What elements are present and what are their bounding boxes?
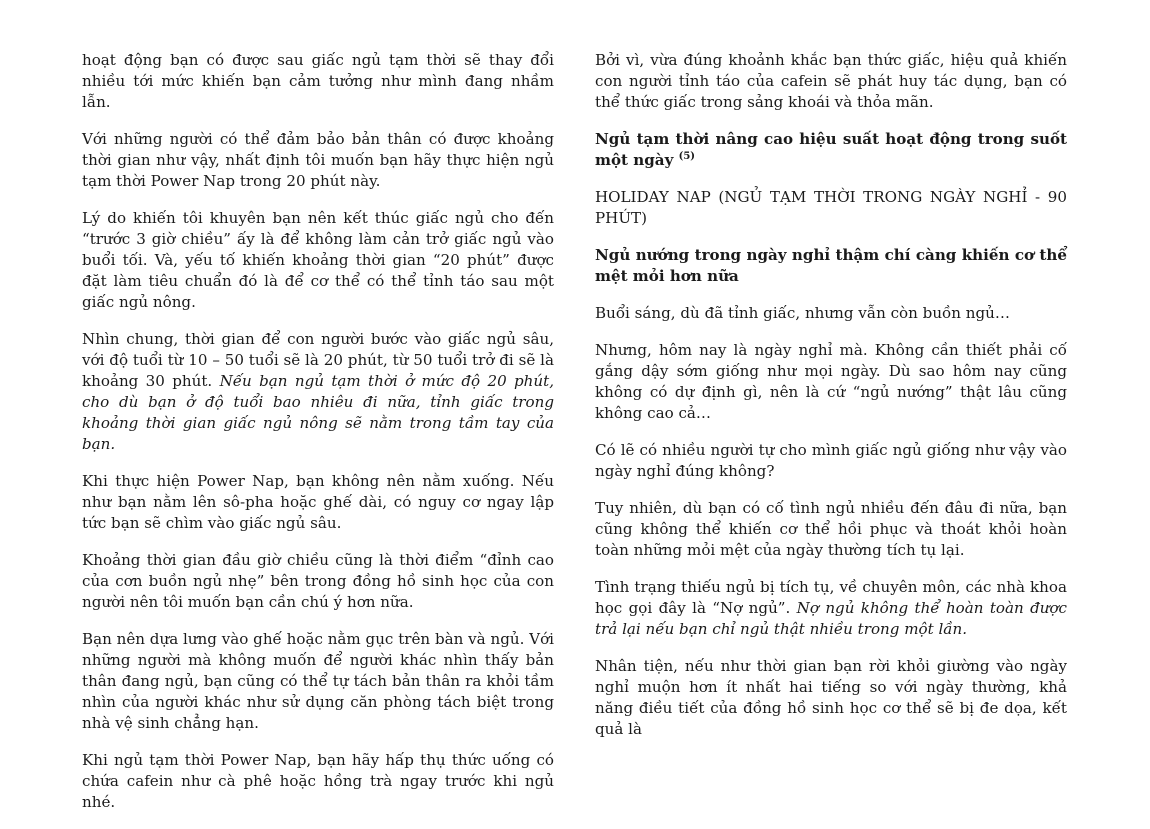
paragraph-italic: Nếu bạn ngủ tạm thời ở mức độ 20 phút, cho dù bạn ở độ tuổi bao nhiêu đi nữa, tỉnh giấc trong khoảng thời gian giấc ngủ nông sẽ nằm trong tầm tay của bạn.: [82, 372, 554, 453]
paragraph-text: Tình trạng thiếu ngủ bị tích tụ, về chuyên môn, các nhà khoa học gọi đây là “Nợ ngủ”.: [595, 578, 1067, 617]
right-column: [595, 50, 1067, 756]
left-column: [82, 50, 554, 829]
section-heading: [595, 129, 1067, 171]
footnote-marker: (5): [678, 150, 696, 162]
paragraph: Khoảng thời gian đầu giờ chiều cũng là thời điểm “đỉnh cao của cơn buồn ngủ nhẹ” bên trong đồng hồ sinh học của con người nên tôi muốn bạn cần chú ý hơn nữa.: [82, 551, 554, 611]
paragraph: Bạn nên dựa lưng vào ghế hoặc nằm gục trên bàn và ngủ. Với những người mà không muốn để người khác nhìn thấy bản thân đang ngủ, bạn cũng có thể tự tách bản thân ra khỏi tầm nhìn của người khác như sử dụng căn phòng tách biệt trong nhà vệ sinh chẳng hạn.: [82, 630, 554, 732]
paragraph: Nhưng, hôm nay là ngày nghỉ mà. Không cần thiết phải cố gắng dậy sớm giống như mọi ngày. Dù sao hôm nay cũng không có dự định gì, nên là cứ “ngủ nướng” thật lâu cũng không cao cả…: [595, 341, 1067, 422]
paragraph: Có lẽ có nhiều người tự cho mình giấc ngủ giống như vậy vào ngày nghỉ đúng không?: [595, 441, 1067, 480]
heading-text: Ngủ tạm thời nâng cao hiệu suất hoạt động trong suốt một ngày: [595, 130, 1067, 169]
paragraph: Khi ngủ tạm thời Power Nap, bạn hãy hấp thụ thức uống có chứa cafein như cà phê hoặc hồng trà ngay trước khi ngủ nhé.: [82, 751, 554, 811]
paragraph-italic: Nợ ngủ không thể hoàn toàn được trả lại nếu bạn chỉ ngủ thật nhiều trong một lần.: [595, 599, 1067, 638]
paragraph: hoạt động bạn có được sau giấc ngủ tạm thời sẽ thay đổi nhiều tới mức khiến bạn cảm tưởng như mình đang nhầm lẫn.: [82, 51, 554, 111]
paragraph: Với những người có thể đảm bảo bản thân có được khoảng thời gian như vậy, nhất định tôi muốn bạn hãy thực hiện ngủ tạm thời Power Nap trong 20 phút này.: [82, 130, 554, 190]
paragraph: Nhân tiện, nếu như thời gian bạn rời khỏi giường vào ngày nghỉ muộn hơn ít nhất hai tiếng so với ngày thường, khả năng điều tiết của đồng hồ sinh học cơ thể sẽ bị đe dọa, kết quả là: [595, 657, 1067, 738]
paragraph: [82, 329, 554, 455]
sub-heading: Ngủ nướng trong ngày nghỉ thậm chí càng khiến cơ thể mệt mỏi hơn nữa: [595, 246, 1067, 285]
paragraph: [595, 577, 1067, 640]
paragraph-text: Nhìn chung, thời gian để con người bước vào giấc ngủ sâu, với độ tuổi từ 10 – 50 tuổi sẽ là 20 phút, từ 50 tuổi trở đi sẽ là khoảng 30 phút.: [82, 330, 554, 390]
paragraph: HOLIDAY NAP (NGỦ TẠM THỜI TRONG NGÀY NGHỈ - 90 PHÚT): [595, 188, 1067, 227]
paragraph: Lý do khiến tôi khuyên bạn nên kết thúc giấc ngủ cho đến “trước 3 giờ chiều” ấy là để không làm cản trở giấc ngủ vào buổi tối. Và, yếu tố khiến khoảng thời gian “20 phút” được đặt làm tiêu chuẩn đó là để cơ thể có thể tỉnh táo sau một giấc ngủ nông.: [82, 209, 554, 311]
paragraph: Bởi vì, vừa đúng khoảnh khắc bạn thức giấc, hiệu quả khiến con người tỉnh táo của cafein sẽ phát huy tác dụng, bạn có thể thức giấc trong sảng khoái và thỏa mãn.: [595, 51, 1067, 111]
paragraph: Tuy nhiên, dù bạn có cố tình ngủ nhiều đến đâu đi nữa, bạn cũng không thể khiến cơ thể hồi phục và thoát khỏi hoàn toàn những mỏi mệt của ngày thường tích tụ lại.: [595, 499, 1067, 559]
paragraph: Buổi sáng, dù đã tỉnh giấc, nhưng vẫn còn buồn ngủ…: [595, 304, 1010, 322]
paragraph: Khi thực hiện Power Nap, bạn không nên nằm xuống. Nếu như bạn nằm lên sô-pha hoặc ghế dài, có nguy cơ ngay lập tức bạn sẽ chìm vào giấc ngủ sâu.: [82, 472, 554, 532]
